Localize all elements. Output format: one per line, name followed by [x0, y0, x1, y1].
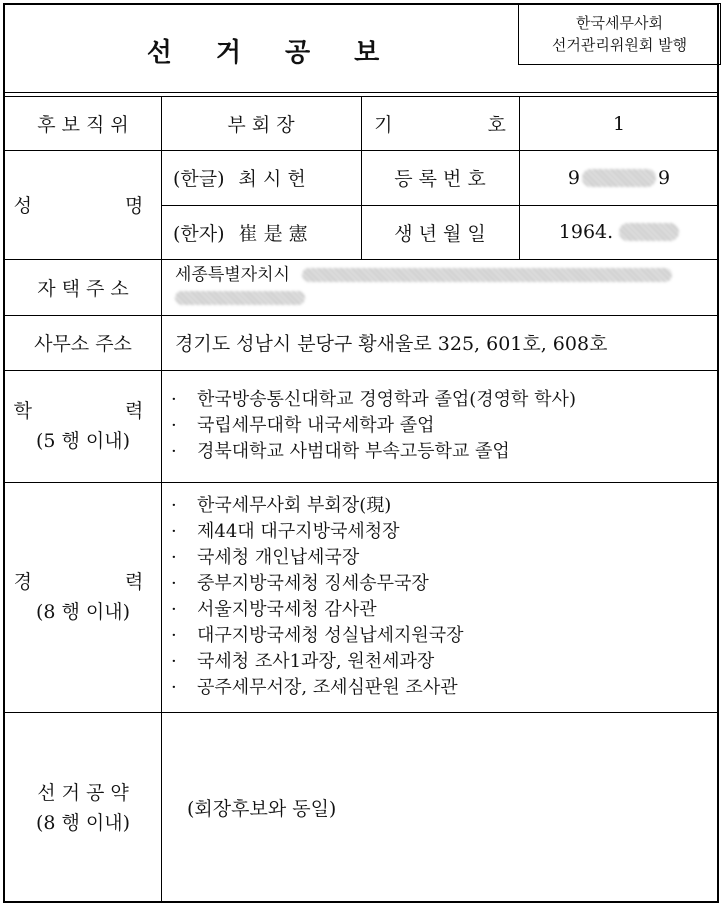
birth-value	[519, 205, 719, 259]
election-bulletin-form	[3, 3, 719, 903]
office-address-label: 사무소 주소	[34, 333, 132, 355]
redacted-blur	[619, 223, 679, 241]
office-address-value: 경기도 성남시 분당구 황새울로 325, 601호, 608호	[175, 333, 608, 355]
position-label: 후 보 직 위	[37, 114, 129, 136]
redacted-blur	[582, 169, 656, 187]
publisher-box	[518, 3, 721, 65]
pledge-label: 선 거 공 약	[37, 781, 129, 804]
career-label-cell	[5, 482, 161, 712]
home-address-label: 자 택 주 소	[37, 277, 129, 300]
reg-no-label: 등 록 번 호	[394, 168, 486, 190]
list-item: · 국립세무대학 내국세학과 졸업	[171, 415, 435, 436]
list-item: · 서울지방국세청 감사관	[171, 599, 377, 620]
career-label: 경 력	[13, 571, 153, 593]
list-item: · 대구지방국세청 성실납세지원국장	[171, 625, 464, 646]
education-limit: (5 행 이내)	[35, 430, 131, 452]
publisher-line: 한국세무사회	[576, 14, 663, 32]
redacted-blur	[175, 291, 305, 305]
list-item: · 국세청 조사1과장, 원천세과장	[171, 651, 435, 672]
name-hangul-value: 최 시 헌	[238, 168, 306, 190]
home-address-value	[161, 259, 719, 315]
title-block	[5, 5, 719, 96]
name-hanja-value: 崔 是 憲	[238, 222, 308, 245]
education-label: 학 력	[13, 400, 153, 422]
list-item: · 국세청 개인납세국장	[171, 547, 360, 568]
reg-no-start: 9	[567, 166, 580, 189]
career-limit: (8 행 이내)	[35, 601, 131, 623]
title-char: 거	[215, 38, 241, 68]
number-value: 1	[612, 112, 626, 135]
position-value: 부 회 장	[227, 114, 295, 136]
pledge-limit: (8 행 이내)	[35, 811, 131, 834]
redacted-blur	[302, 268, 672, 282]
name-label: 성 명	[13, 195, 153, 217]
list-item: · 공주세무서장, 조세심판원 조사관	[171, 677, 458, 698]
page-title	[5, 5, 521, 96]
list-item: · 한국방송통신대학교 경영학과 졸업(경영학 학사)	[171, 389, 576, 410]
reg-no-end: 9	[658, 166, 671, 189]
reg-no-value	[519, 150, 719, 205]
birth-label: 생 년 월 일	[394, 222, 486, 245]
name-hanja-prefix: (한자)	[173, 222, 225, 245]
title-char: 보	[354, 38, 380, 68]
title-char: 공	[285, 38, 311, 68]
education-list	[171, 387, 576, 465]
list-item: · 중부지방국세청 징세송무국장	[171, 573, 429, 594]
name-hangul-cell	[161, 150, 361, 205]
number-label: 기 호	[374, 114, 506, 136]
name-hangul-prefix: (한글)	[173, 168, 225, 190]
title-char: 선	[146, 38, 172, 68]
pledge-label-cell	[5, 712, 161, 903]
list-item: · 경북대학교 사범대학 부속고등학교 졸업	[171, 441, 510, 462]
education-label-cell	[5, 370, 161, 482]
list-item: · 제44대 대구지방국세청장	[171, 521, 400, 542]
home-address-visible: 세종특별자치시	[175, 265, 290, 285]
pledge-value: (회장후보와 동일)	[187, 798, 337, 820]
birth-visible: 1964.	[558, 221, 614, 243]
publisher-line: 선거관리위원회 발행	[551, 36, 688, 54]
list-item: · 한국세무사회 부회장(現)	[171, 495, 392, 516]
career-list	[171, 493, 464, 701]
name-hanja-cell	[161, 205, 361, 259]
